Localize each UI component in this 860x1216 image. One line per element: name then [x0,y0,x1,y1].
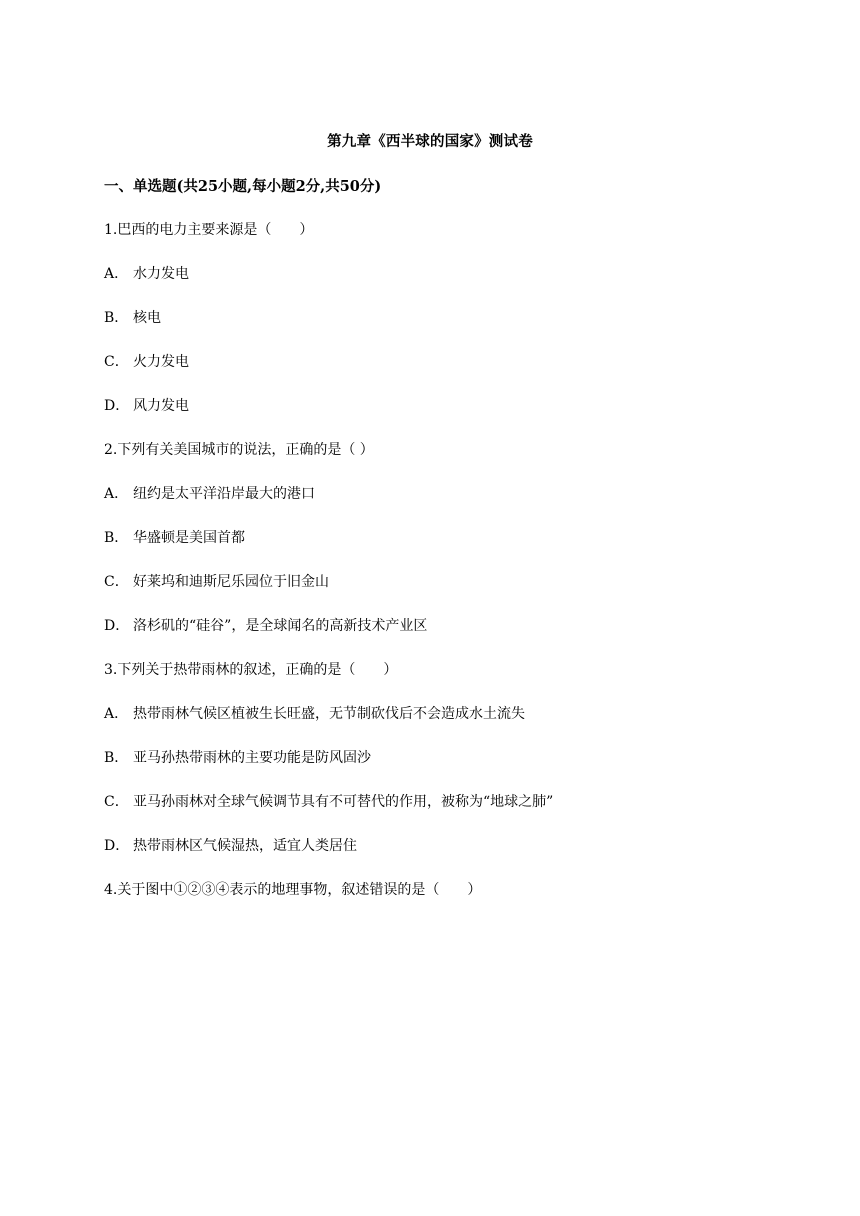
option-text: 水力发电 [133,266,189,282]
option-letter: A． [104,486,129,502]
option-text: 好莱坞和迪斯尼乐园位于旧金山 [133,574,329,590]
question-stem-2: 2.下列有关美国城市的说法，正确的是（ ） [104,442,374,458]
question-3-option-d [104,835,357,855]
option-letter: D． [104,838,130,854]
option-text: 洛杉矶的“硅谷”，是全球闻名的高新技术产业区 [133,618,428,634]
option-text: 热带雨林区气候湿热，适宜人类居住 [133,838,357,854]
question-1-option-b [104,307,161,327]
section-heading: 一、单选题(共25小题,每小题2分,共50分) [104,178,382,195]
option-text: 热带雨林气候区植被生长旺盛，无节制砍伐后不会造成水土流失 [133,706,525,722]
option-letter: A． [104,706,129,722]
option-letter: B． [104,310,129,326]
question-2-option-b [104,527,245,547]
question-1-option-d [104,395,189,415]
question-3-option-b [104,747,371,767]
question-2-option-a [104,483,315,503]
question-stem-4: 4.关于图中①②③④表示的地理事物，叙述错误的是（ ） [104,882,482,898]
question-1-option-c [104,351,189,371]
option-letter: B． [104,750,129,766]
question-2-option-d [104,615,427,635]
option-letter: C． [104,574,129,590]
question-3-option-a [104,703,525,723]
option-text: 风力发电 [133,398,189,414]
option-letter: B． [104,530,129,546]
option-letter: C． [104,354,129,370]
option-letter: C． [104,794,129,810]
option-letter: D． [104,618,130,634]
question-3-option-c [104,791,553,811]
option-text: 亚马孙雨林对全球气候调节具有不可替代的作用，被称为“地球之肺” [133,794,554,810]
option-text: 火力发电 [133,354,189,370]
question-1-option-a [104,263,189,283]
document-title: 第九章《西半球的国家》测试卷 [327,133,533,150]
option-text: 亚马孙热带雨林的主要功能是防风固沙 [133,750,371,766]
question-stem-1: 1.巴西的电力主要来源是（ ） [104,222,314,238]
option-letter: D． [104,398,130,414]
option-text: 核电 [133,310,161,326]
option-letter: A． [104,266,129,282]
option-text: 华盛顿是美国首都 [133,530,245,546]
question-stem-3: 3.下列关于热带雨林的叙述，正确的是（ ） [104,662,398,678]
option-text: 纽约是太平洋沿岸最大的港口 [133,486,315,502]
question-2-option-c [104,571,329,591]
